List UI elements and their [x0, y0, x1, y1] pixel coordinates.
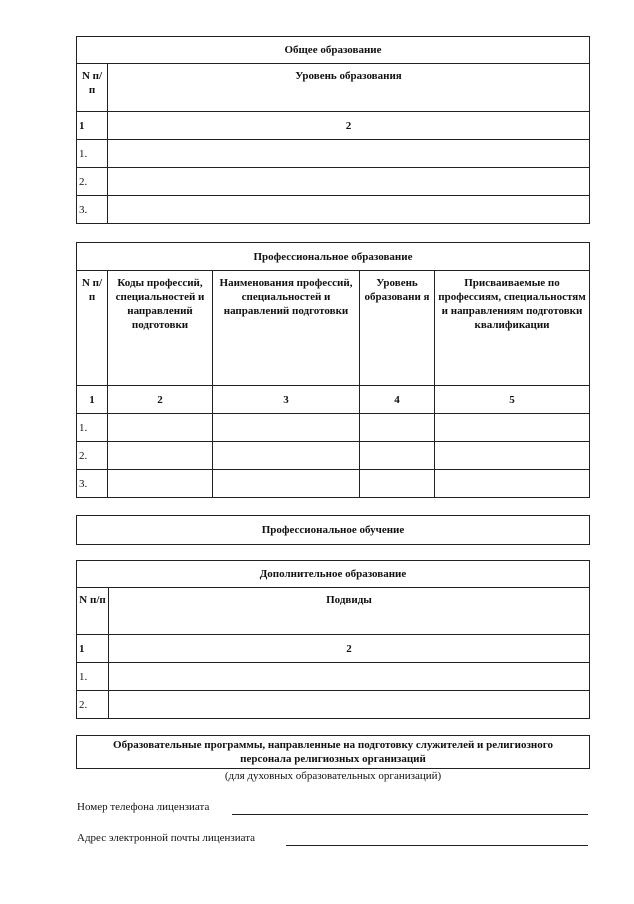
- professional-num-2: 2: [108, 386, 213, 414]
- general-num-n: 1: [77, 112, 108, 140]
- professional-row-1-names[interactable]: [213, 414, 360, 442]
- additional-num-n: 1: [77, 635, 109, 663]
- professional-row-1-qualification[interactable]: [435, 414, 590, 442]
- general-row-2-level[interactable]: [108, 168, 590, 196]
- phone-input-line[interactable]: [232, 814, 588, 815]
- professional-num-4: 4: [360, 386, 435, 414]
- professional-row-2-level[interactable]: [360, 442, 435, 470]
- religious-programs-title: Образовательные программы, направленные на подготовку служителей и религиозного персонала религиозных организаций: [113, 739, 553, 765]
- professional-num-1: 1: [77, 386, 108, 414]
- general-row-2-num: 2.: [77, 168, 108, 196]
- professional-col-n: N п/п: [77, 271, 108, 386]
- religious-programs-note: (для духовных образовательных организаций): [224, 770, 442, 782]
- additional-education-title: Дополнительное образование: [77, 561, 590, 588]
- professional-col-names: Наименования профессий, специальностей и направлений подготовки: [213, 271, 360, 386]
- professional-row-3-num: 3.: [77, 470, 108, 498]
- religious-programs-box: [76, 735, 590, 769]
- professional-row-2-names[interactable]: [213, 442, 360, 470]
- professional-row-3-codes[interactable]: [108, 470, 213, 498]
- professional-row-1-num: 1.: [77, 414, 108, 442]
- general-col-n: N п/п: [77, 64, 108, 112]
- general-col-level: Уровень образования: [108, 64, 590, 112]
- professional-col-level: Уровень образовани я: [360, 271, 435, 386]
- general-row-1-num: 1.: [77, 140, 108, 168]
- additional-row-2-subtype[interactable]: [109, 691, 590, 719]
- professional-row-1-level[interactable]: [360, 414, 435, 442]
- professional-col-codes: Коды профессий, специальностей и направлений подготовки: [108, 271, 213, 386]
- general-row-1-level[interactable]: [108, 140, 590, 168]
- additional-row-2-num: 2.: [77, 691, 109, 719]
- professional-row-2-qualification[interactable]: [435, 442, 590, 470]
- professional-row-2-num: 2.: [77, 442, 108, 470]
- professional-training-box: [76, 515, 590, 545]
- general-row-3-num: 3.: [77, 196, 108, 224]
- additional-row-1-subtype[interactable]: [109, 663, 590, 691]
- professional-num-3: 3: [213, 386, 360, 414]
- professional-row-3-level[interactable]: [360, 470, 435, 498]
- additional-row-1-num: 1.: [77, 663, 109, 691]
- phone-label: Номер телефона лицензиата: [77, 801, 210, 813]
- professional-row-1-codes[interactable]: [108, 414, 213, 442]
- additional-col-n: N п/п: [77, 588, 109, 635]
- professional-row-3-qualification[interactable]: [435, 470, 590, 498]
- general-row-3-level[interactable]: [108, 196, 590, 224]
- professional-education-table: [76, 242, 590, 498]
- professional-col-qualification: Присваиваемые по профессиям, специальностям и направлениям подготовки квалификации: [435, 271, 590, 386]
- email-input-line[interactable]: [286, 845, 588, 846]
- professional-education-title: Профессиональное образование: [77, 243, 590, 271]
- professional-num-5: 5: [435, 386, 590, 414]
- general-num-level: 2: [108, 112, 590, 140]
- email-label: Адрес электронной почты лицензиата: [77, 832, 256, 844]
- additional-education-table: [76, 560, 590, 719]
- additional-col-subtypes: Подвиды: [109, 588, 590, 635]
- professional-training-title: Профессиональное обучение: [261, 524, 405, 536]
- additional-num-sub: 2: [109, 635, 590, 663]
- general-education-table: [76, 36, 590, 224]
- professional-row-2-codes[interactable]: [108, 442, 213, 470]
- general-education-title: Общее образование: [77, 37, 590, 64]
- professional-row-3-names[interactable]: [213, 470, 360, 498]
